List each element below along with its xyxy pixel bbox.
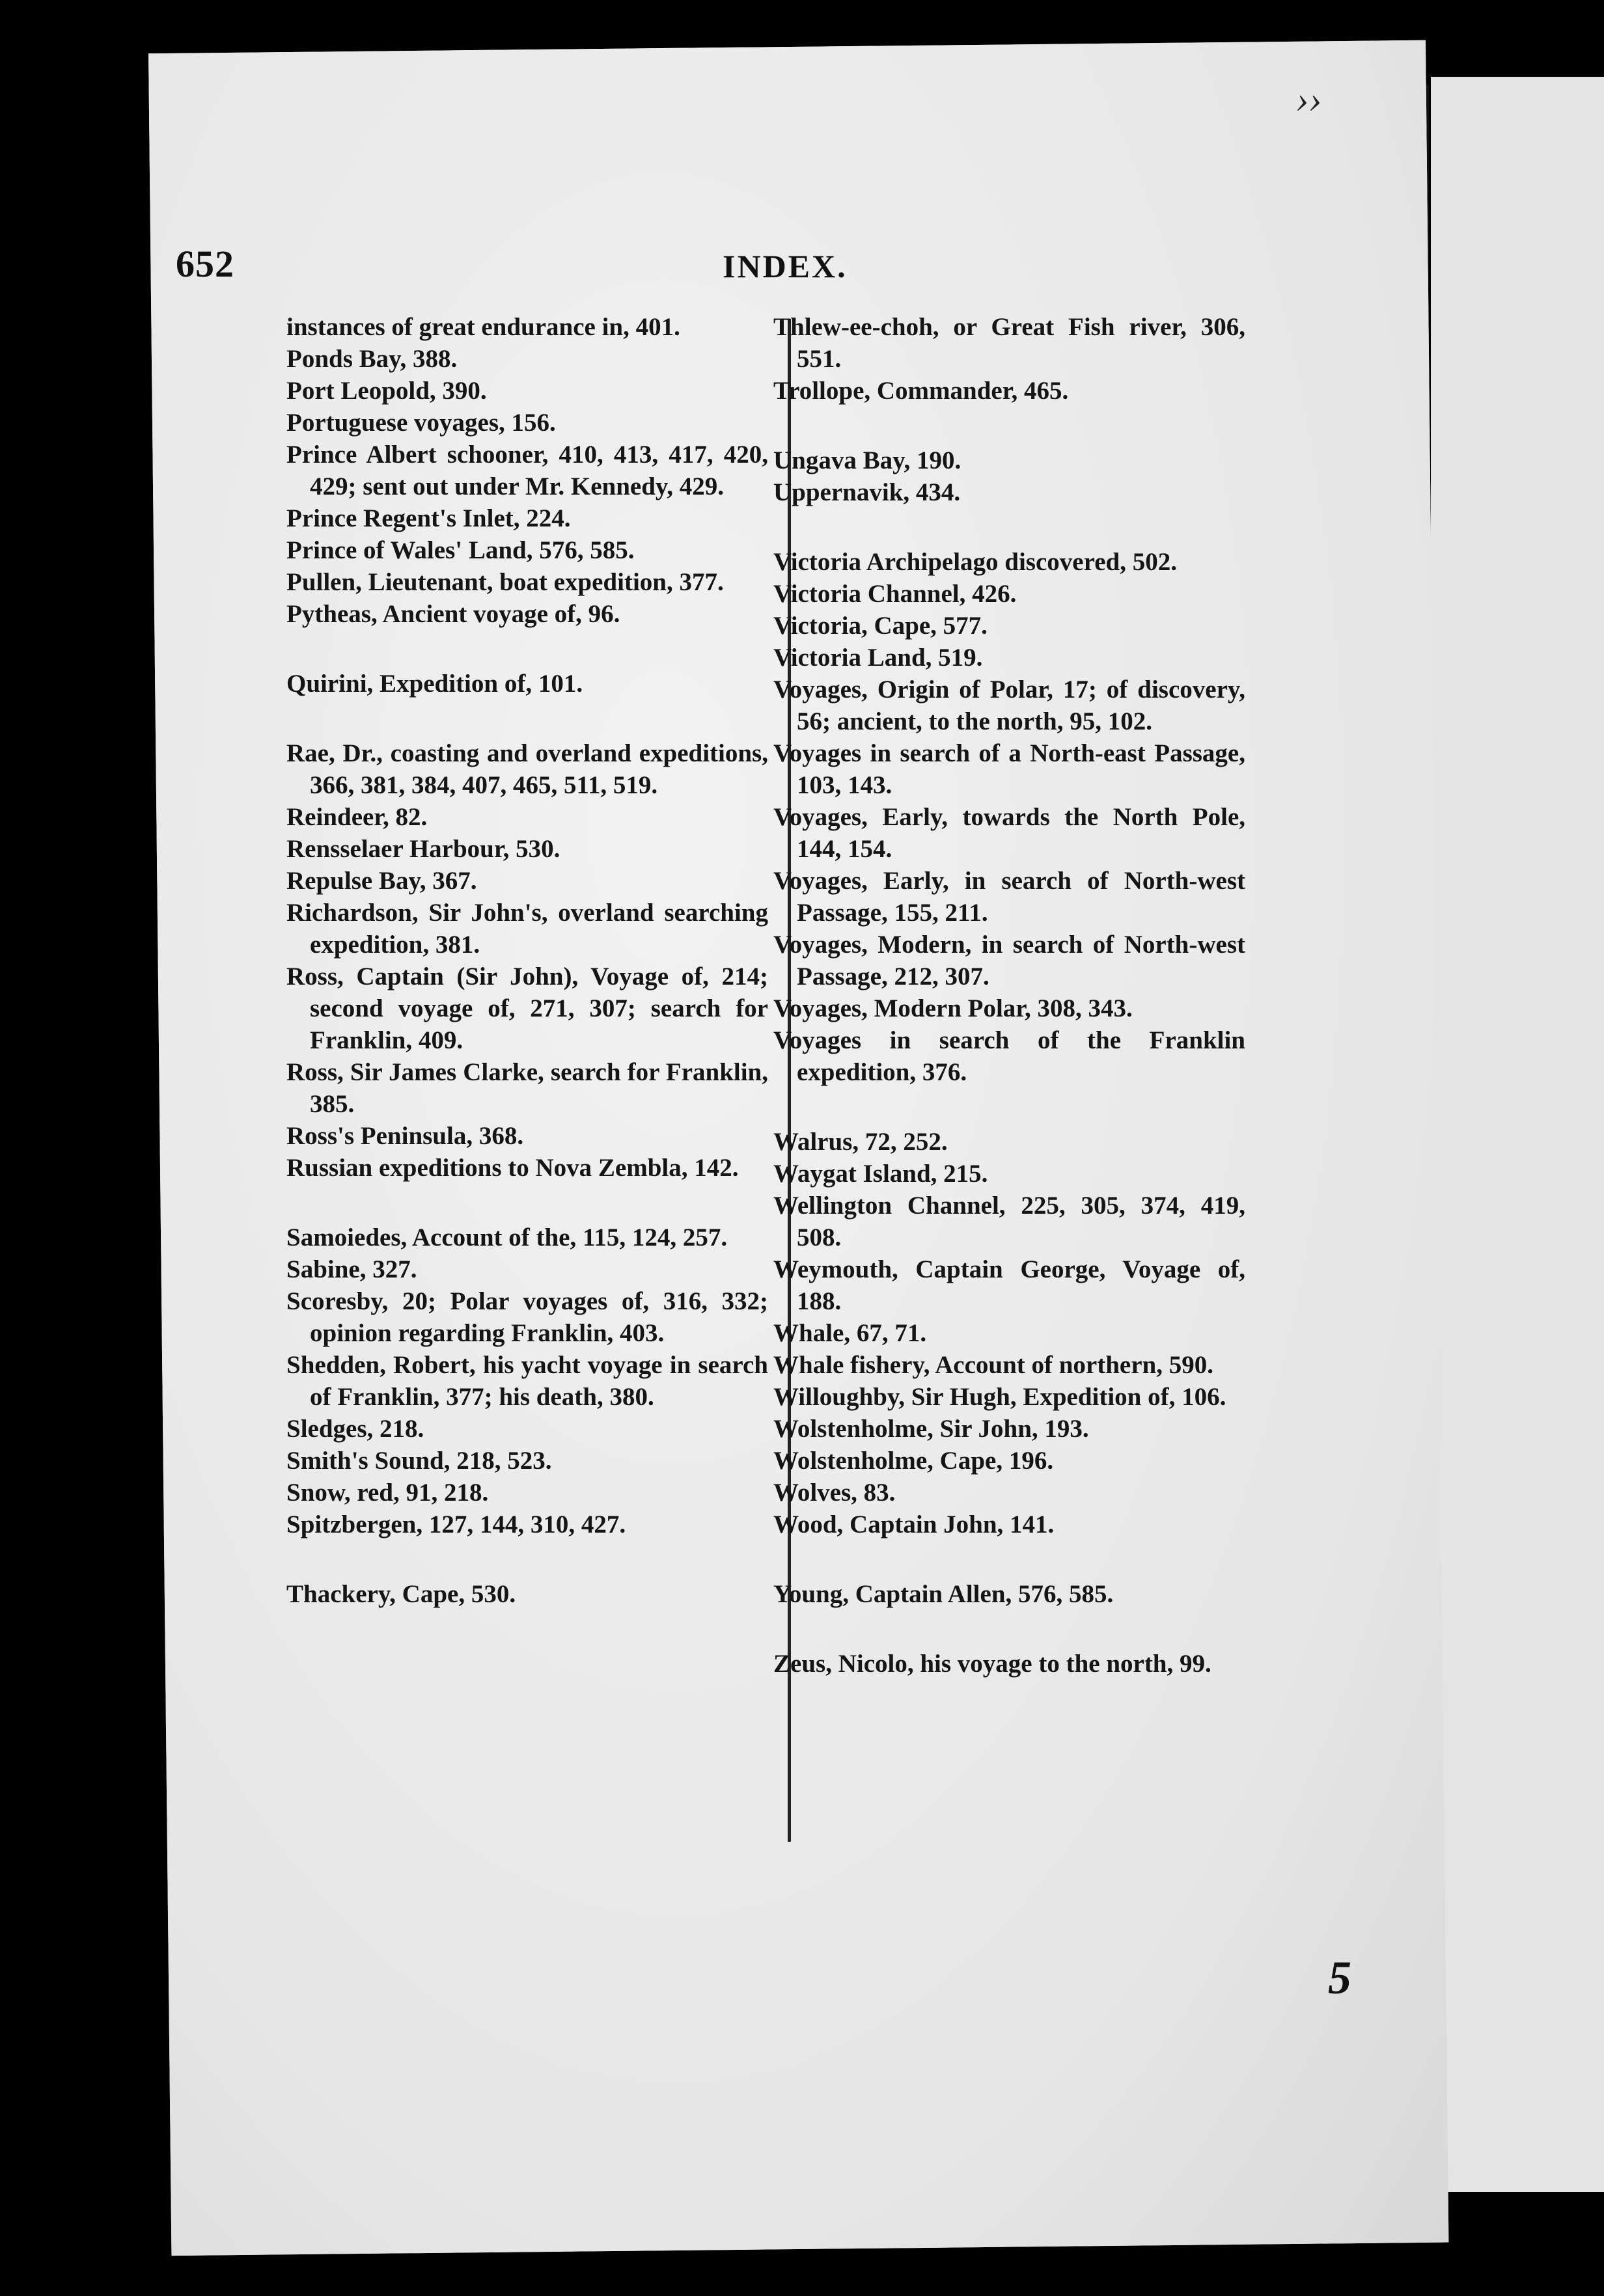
section-gap [773, 508, 1245, 546]
index-entry: Victoria, Cape, 577. [773, 612, 988, 640]
index-entry: Prince Regent's Inlet, 224. [286, 504, 571, 532]
index-entry: Voyages in search of a North-east Passage, 103, 143. [773, 739, 1245, 799]
section-gap [773, 1088, 1245, 1126]
index-entry: Sabine, 327. [286, 1255, 417, 1283]
index-entry: Prince of Wales' Land, 576, 585. [286, 536, 635, 564]
section-gap [286, 630, 768, 668]
index-entry: Walrus, 72, 252. [773, 1128, 948, 1156]
index-entry: Scoresby, 20; Polar voyages of, 316, 332; opinion regarding Franklin, 403. [286, 1287, 768, 1347]
index-entry: Pytheas, Ancient voyage of, 96. [286, 600, 620, 628]
index-entry: Rae, Dr., coasting and overland expeditions, 366, 381, 384, 407, 465, 511, 519. [286, 739, 768, 799]
index-entry: Waygat Island, 215. [773, 1160, 988, 1188]
index-entry: Sledges, 218. [286, 1415, 424, 1443]
index-entry: Repulse Bay, 367. [286, 867, 477, 895]
index-entry: Trollope, Commander, 465. [773, 377, 1069, 405]
index-entry: Ungava Bay, 190. [773, 446, 961, 474]
index-entry: Wolstenholme, Cape, 196. [773, 1447, 1054, 1475]
index-entry: Weymouth, Captain George, Voyage of, 188. [773, 1255, 1245, 1315]
index-entry: Victoria Channel, 426. [773, 580, 1017, 608]
index-entry: Whale, 67, 71. [773, 1319, 927, 1347]
running-head: INDEX. [723, 248, 848, 284]
index-entry: Wolves, 83. [773, 1479, 896, 1507]
index-entry: Rensselaer Harbour, 530. [286, 835, 560, 863]
index-entry: Young, Captain Allen, 576, 585. [773, 1580, 1114, 1608]
index-entry: Spitzbergen, 127, 144, 310, 427. [286, 1510, 626, 1538]
index-entry: Ross, Sir James Clarke, search for Franklin, 385. [286, 1058, 768, 1118]
section-gap [773, 1540, 1245, 1578]
index-entry: Victoria Land, 519. [773, 644, 983, 672]
index-entry: Quirini, Expedition of, 101. [286, 670, 583, 698]
page-number: 652 [176, 243, 234, 285]
index-entry: Whale fishery, Account of northern, 590. [773, 1351, 1213, 1379]
index-entry: Voyages, Modern, in search of North-west Passage, 212, 307. [773, 931, 1245, 991]
section-gap [286, 700, 768, 737]
index-entry: Thlew-ee-choh, or Great Fish river, 306, 551. [773, 313, 1245, 373]
index-entry: Smith's Sound, 218, 523. [286, 1447, 552, 1475]
index-entry: Ponds Bay, 388. [286, 345, 458, 373]
index-entry: Ross, Captain (Sir John), Voyage of, 214; second voyage of, 271, 307; search for Franklin, 409. [286, 963, 768, 1054]
index-entry: Russian expeditions to Nova Zembla, 142. [286, 1154, 739, 1182]
index-entry: Port Leopold, 390. [286, 377, 487, 405]
index-entry: Uppernavik, 434. [773, 478, 961, 506]
index-entry: instances of great endurance in, 401. [286, 313, 680, 341]
index-entry: Shedden, Robert, his yacht voyage in search of Franklin, 377; his death, 380. [286, 1351, 768, 1411]
index-entry: Voyages, Early, towards the North Pole, 144, 154. [773, 803, 1245, 863]
index-entry: Willoughby, Sir Hugh, Expedition of, 106. [773, 1383, 1226, 1411]
adjacent-page-edge [1431, 77, 1604, 2192]
handwritten-mark-top: ›› [1295, 77, 1321, 120]
section-gap [773, 407, 1245, 444]
index-entry: Snow, red, 91, 218. [286, 1479, 489, 1507]
index-column-right [773, 311, 1245, 1680]
page-header [176, 242, 1224, 294]
index-entry: Voyages in search of the Franklin expedition, 376. [773, 1026, 1245, 1086]
index-entry: Samoiedes, Account of the, 115, 124, 257. [286, 1223, 728, 1251]
index-entry: Prince Albert schooner, 410, 413, 417, 420, 429; sent out under Mr. Kennedy, 429. [286, 441, 768, 500]
section-gap [286, 1540, 768, 1578]
index-entry: Voyages, Origin of Polar, 17; of discovery, 56; ancient, to the north, 95, 102. [773, 676, 1245, 735]
index-entry: Reindeer, 82. [286, 803, 428, 831]
index-entry: Voyages, Early, in search of North-west Passage, 155, 211. [773, 867, 1245, 927]
index-entry: Voyages, Modern Polar, 308, 343. [773, 994, 1133, 1022]
index-entry: Pullen, Lieutenant, boat expedition, 377. [286, 568, 724, 596]
section-gap [773, 1610, 1245, 1648]
index-entry: Victoria Archipelago discovered, 502. [773, 548, 1177, 576]
index-entry: Zeus, Nicolo, his voyage to the north, 99. [773, 1650, 1211, 1678]
index-entry: Wolstenholme, Sir John, 193. [773, 1415, 1089, 1443]
index-entry: Wood, Captain John, 141. [773, 1510, 1055, 1538]
index-entry: Ross's Peninsula, 368. [286, 1122, 524, 1150]
index-entry: Thackery, Cape, 530. [286, 1580, 516, 1608]
index-column-left [286, 311, 768, 1610]
index-entry: Portuguese voyages, 156. [286, 409, 556, 437]
handwritten-mark-bottom: 5 [1328, 1952, 1351, 2004]
index-entry: Richardson, Sir John's, overland searching expedition, 381. [286, 899, 768, 959]
index-entry: Wellington Channel, 225, 305, 374, 419, 508. [773, 1192, 1245, 1251]
section-gap [286, 1184, 768, 1222]
